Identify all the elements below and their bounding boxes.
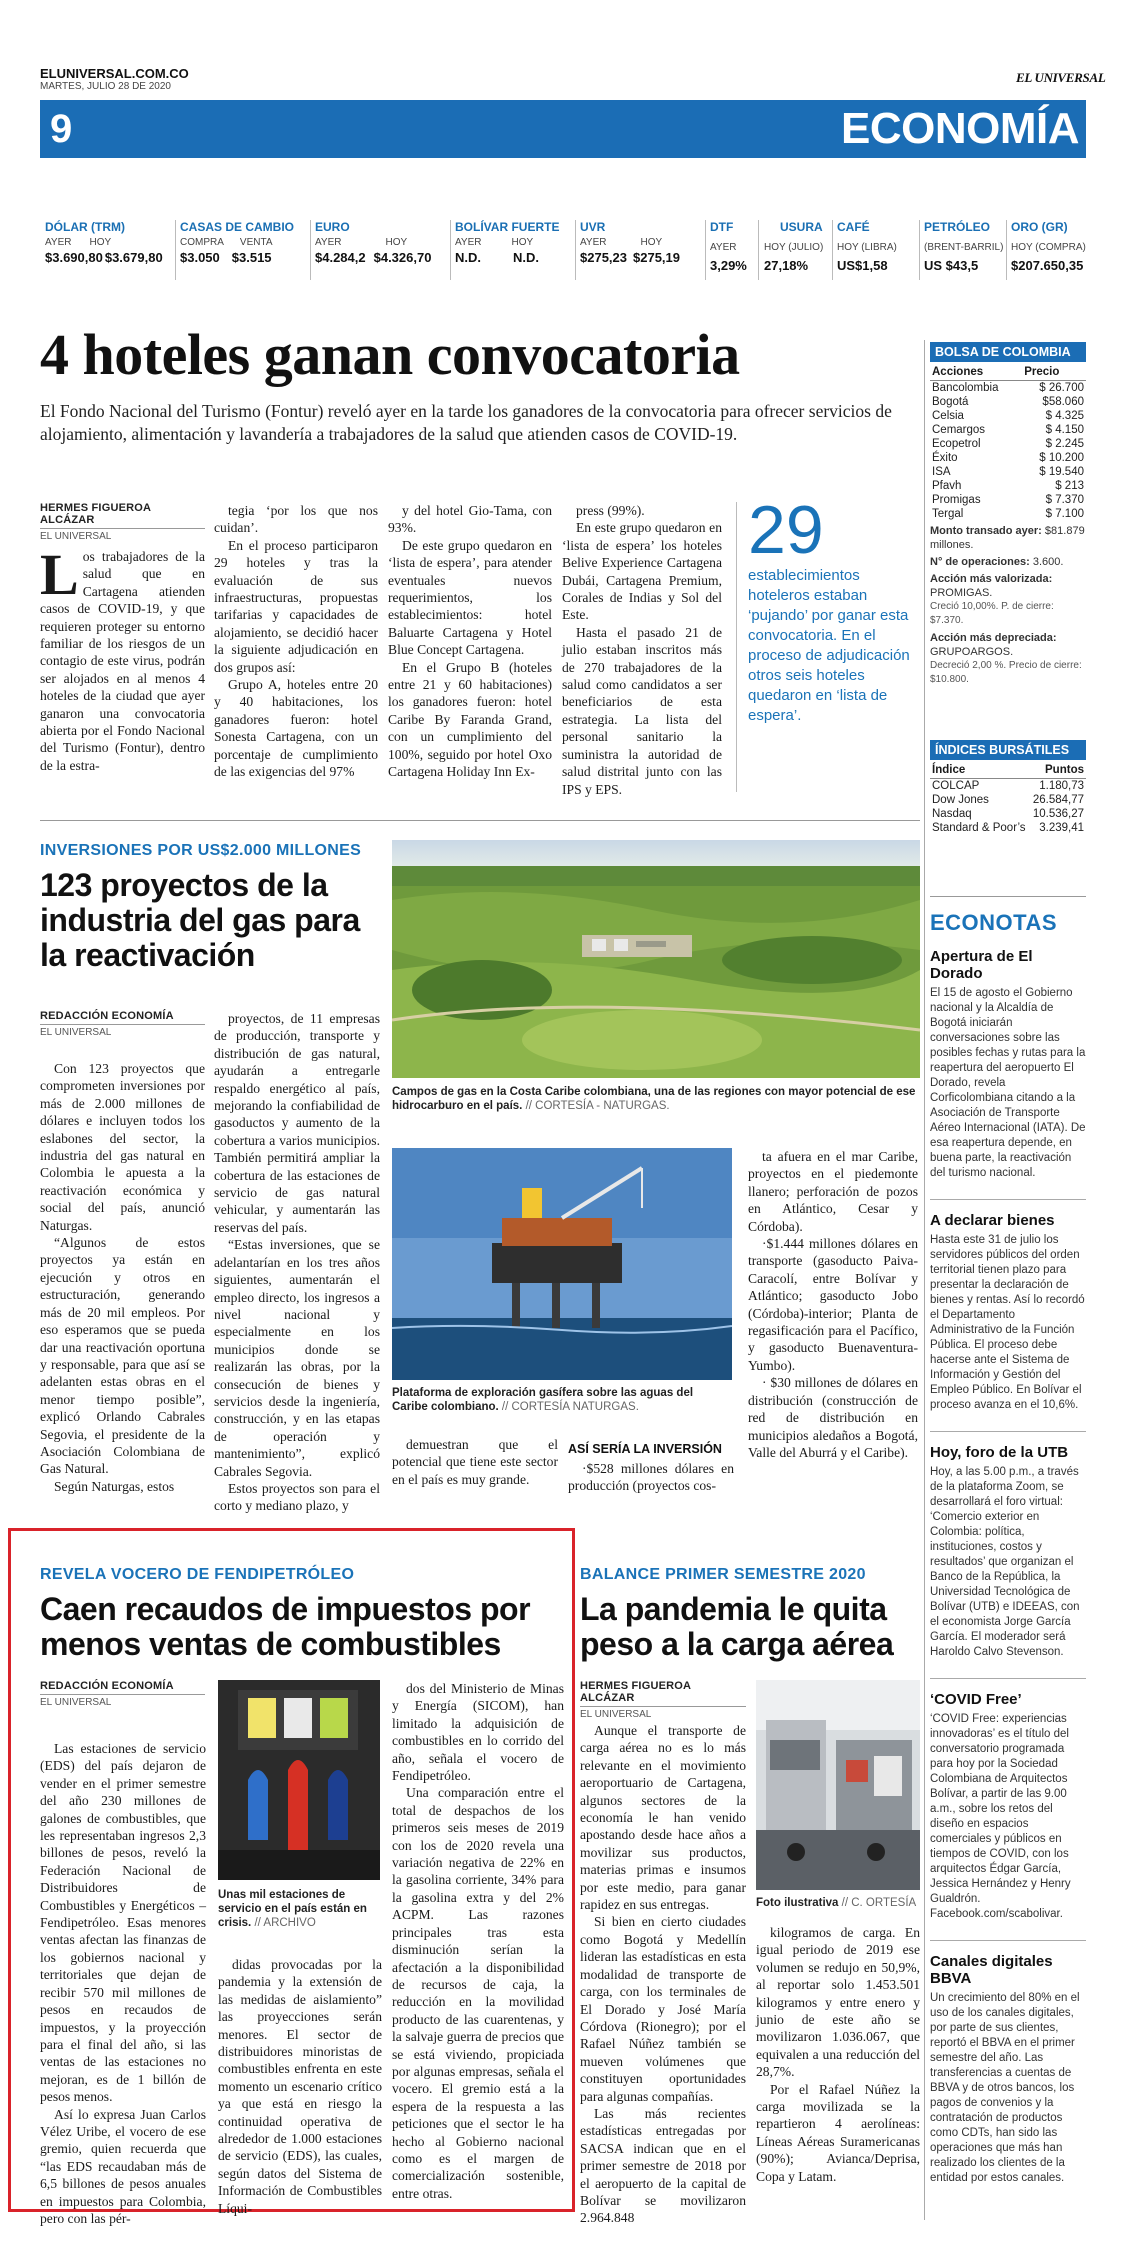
stock-name: Celsia [932, 410, 964, 422]
index-name: Standard & Poor’s [932, 822, 1026, 834]
indicator-label: AYER [315, 237, 342, 248]
paragraph: De este grupo quedaron en ‘lista de espera’, para atender eventuales nuevos requerimientos, los establecimientos: hotel Baluarte Cartagena y Hotel Blue Concept Cartagena. [388, 537, 552, 658]
table-row [930, 479, 1086, 493]
econota-text: Hoy, a las 5.00 p.m., a través de la plataforma Zoom, se desarrollará el foro virtual: ‘Comercio exterior en Colombia: política, instituciones, costos y resultados’ que organizan el Banco de la República, la Universidad Tecnológica de Bolívar (UTB) e IDEEAS, con el economista Jorge García García. El moderador será Haroldo Calvo Stevenson. [930, 1466, 1080, 1658]
paragraph: ·$528 millones dólares en producción (proyectos cos- [568, 1461, 734, 1494]
taxes-photo-caption [218, 1888, 378, 1930]
table-row [930, 507, 1086, 521]
stock-name: ISA [932, 466, 951, 478]
paragraph: Las estaciones de servicio (EDS) del país dejaron de vender en el primer semestre del año 230 millones de galones de combustibles, que les representaban ingresos 2,3 billones de pesos, reveló la Federación Nacional de Distribuidores de Combustibles y Energéticos – Fendipetróleo. Esas menores ventas afectan las finanzas de los gobiernos nacional y territoriales que dejan de recibir 570 mil millones de pesos en recaudos de impuestos, y la proyección para el final del año, si las ventas de las estaciones no mejoran, es de 1 billón de pesos menos. [40, 1741, 206, 2105]
taxes-byline [40, 1680, 205, 1708]
indicator-value: $3.050 [180, 250, 220, 265]
indicator-title: CASAS DE CAMBIO [180, 220, 295, 234]
stock-price: $ 10.200 [1039, 452, 1084, 464]
gas-col-3 [392, 1436, 558, 1488]
indicator-bolivar [455, 220, 576, 280]
num-operaciones: N° de operaciones: 3.600. [930, 556, 1064, 568]
gas-subhead: ASÍ SERÍA LA INVERSIÓN [568, 1442, 722, 1456]
econota-text: Hasta este 31 de julio los servidores públicos del orden territorial tienen plazo para presentar la declaración de bienes y rentas. Así lo recordó el Departamento Administrativo de la Función Pública. El proceso debe hacerse ante el Sistema de Información y Gestión del Empleo Público. En Bolívar el proceso avanza en el 10,6%. [930, 1234, 1085, 1411]
gas-col-4 [568, 1460, 734, 1495]
taxes-col-2 [218, 1956, 382, 2217]
econota-item [930, 1199, 1086, 1413]
indicator-label: COMPRA [180, 237, 224, 248]
indicator-casas-cambio [180, 220, 311, 280]
gas-byline [40, 1010, 205, 1038]
table-row [930, 807, 1086, 821]
indicator-label: AYER [455, 237, 482, 248]
indices-title: ÍNDICES BURSÁTILES [930, 740, 1086, 760]
paragraph: ·$1.444 millones dólares en transporte (gasoducto Paiva-Caracolí, entre Bolívar y Atlántico; gasoducto Jobo (Córdoba)-interior; Planta de regasificación para el Pacífico, y gasoducto Buenaventura-Yumbo). [748, 1236, 918, 1373]
byline-author: HERMES FIGUEROA ALCÁZAR [40, 502, 151, 526]
index-points: 3.239,41 [1039, 822, 1084, 834]
stock-name: Pfavh [932, 480, 962, 492]
lead-deck: El Fondo Nacional del Turismo (Fontur) reveló ayer en la tarde los ganadores de la convocatoria para ofrecer servicios de alojamiento, alimentación y lavandería a trabajadores de la salud que atienden casos de COVID-19. [40, 401, 892, 444]
table-row [930, 779, 1086, 794]
gas-col-5 [748, 1148, 918, 1461]
paragraph: Grupo A, hoteles entre 20 y 40 habitaciones, los ganadores fueron: hotel Sonesta Cartagena, con un porcentaje de cumplimiento de las exigencias del 97% [214, 677, 378, 780]
air-col-2 [756, 1924, 920, 2185]
caption-credit: // C. ORTESÍA [841, 1897, 917, 1909]
table-row [930, 821, 1086, 835]
paragraph: y del hotel Gio-Tama, con 93%. [388, 503, 552, 536]
indicator-title: USURA [780, 220, 823, 234]
indicator-value: N.D. [455, 250, 481, 265]
paragraph: kilogramos de carga. En igual periodo de 2019 ese volumen se redujo en 50,9%, al reportar solo 1.453.501 kilogramos y entre enero y junio de este año se movilizaron 1.036.067, que equivalen a una reducción del 28,7%. [756, 1925, 920, 2080]
indicator-label: AYER [710, 242, 737, 253]
stock-name: Bancolombia [932, 382, 999, 394]
issue-date: MARTES, JULIO 28 DE 2020 [40, 81, 171, 92]
taxes-headline: Caen recaudos de impuestos por menos ventas de combustibles [40, 1591, 531, 1662]
indicator-title: ORO (GR) [1011, 220, 1068, 234]
indicator-cafe [837, 220, 920, 280]
indicator-value: $275,23 [580, 250, 627, 265]
stock-name: Cemargos [932, 424, 986, 436]
lead-col-1 [40, 542, 205, 774]
econota-text: ‘COVID Free: experiencias innovadoras’ es el título del conversatorio programada para hoy por la Sociedad Colombiana de Arquitectos Bolívar, a partir de las 9.00 a.m., sobre los retos del diseño en espacios comerciales y públicos en tiempos de COVID, con los arquitectos Édgar García, Jessica Hernández y Henry Gualdrón. Facebook.com/scabolivar. [930, 1713, 1071, 1920]
indicator-title: EURO [315, 220, 350, 234]
pull-number: 29 [748, 492, 824, 568]
indicator-label: AYER [45, 237, 72, 248]
econota-item [930, 1678, 1086, 1922]
valorizada-detail: Creció 10,00%. P. de cierre: $7.370. [930, 601, 1054, 626]
gas-col-1 [40, 1060, 205, 1495]
column-header: Acciones [930, 364, 1022, 381]
indicator-title: DTF [710, 220, 734, 234]
bolsa-table [930, 364, 1086, 687]
taxes-col-3 [392, 1680, 564, 2202]
indicator-title: PETRÓLEO [924, 220, 991, 234]
taxes-kicker: REVELA VOCERO DE FENDIPETRÓLEO [40, 1566, 355, 1583]
cargo-photo [756, 1680, 920, 1890]
econota-title: Canales digitales BBVA [930, 1953, 1053, 1987]
indicator-title: BOLÍVAR FUERTE [455, 220, 560, 234]
table-row [930, 465, 1086, 479]
monto-transado: Monto transado ayer: $81.879 millones. [930, 525, 1085, 551]
caption-credit: // CORTESÍA NATURGAS. [501, 1401, 639, 1413]
indicator-euro [315, 220, 451, 280]
indicators-strip [40, 220, 1090, 286]
stock-name: Bogotá [932, 396, 969, 408]
section-title: ECONOMÍA [841, 104, 1079, 153]
stock-name: Tergal [932, 508, 964, 520]
stock-price: $ 26.700 [1039, 382, 1084, 394]
stock-name: Ecopetrol [932, 438, 981, 450]
indicator-label: HOY [89, 237, 112, 248]
drop-cap: L [40, 542, 79, 607]
air-photo-caption [756, 1896, 920, 1910]
lead-col-2 [214, 502, 378, 781]
newspaper-logo: EL UNIVERSAL [1016, 70, 1106, 85]
paragraph: Las más recientes estadísticas entregadas por SACSA indican que en el primer semestre de 2018 por el aeropuerto de la capital de Bolívar se movilizaron 2.964.848 [580, 2105, 746, 2226]
indicator-label: HOY (COMPRA) [1011, 242, 1086, 253]
byline-author: REDACCIÓN ECONOMÍA [40, 1010, 174, 1022]
paragraph: Una comparación entre el total de despachos de los primeros seis meses de 2019 con los de 2020 revela una variación negativa de 22% en la gasolina corriente, 34% para la gasolina extra y del 2% ACPM. Las razones principales tras esta disminución serían la afectación a la disponibilidad de recursos de caja, la reducción en la movilidad producto de las cuarentenas, y la salvaje guerra de precios que se está viviendo, propiciada por algunas empresas, señala el vocero. El gremio está a la espera de la respuesta a las peticiones que el sector le ha hecho al Gobierno nacional como es el margen de comercialización sostenible, entre otras. [392, 1785, 564, 2201]
paragraph: Si bien en cierto ciudades como Bogotá y Medellín lideran las estadísticas en esta modalidad de transporte de carga, con los terminales de El Dorado y José María Córdova (Rionegro); por el Rafael Núñez también se mueven volúmenes que constituyen oportunidades para algunas compañías. [580, 1914, 746, 2104]
byline-author: HERMES FIGUEROA ALCÁZAR [580, 1680, 691, 1704]
indicator-value: $275,19 [633, 250, 680, 265]
stock-price: $ 2.245 [1045, 438, 1084, 450]
econota-text: El 15 de agosto el Gobierno nacional y la Alcaldía de Bogotá iniciarán conversaciones sobre las posibles fechas y rutas para la reapertura del aeropuerto El Dorado, revela Corficolombiana citando a la Asociación de Transporte Aéreo Internacional (IATA). De esa reapertura depende, en buena parte, la reactivación del turismo nacional. [930, 987, 1086, 1179]
indicator-title: UVR [580, 220, 606, 234]
accion-valorizada: Acción más valorizada: PROMIGAS. [930, 573, 1053, 599]
stock-name: Éxito [932, 452, 958, 464]
paragraph: Aunque el transporte de carga aérea no es lo más relevante en el movimiento aeroportuario de Cartagena, algunos sectores de la economía le han venido apostando desde hace años a movilizar sus productos, materias primas e insumos por este medio, para ganar rapidez en sus entregas. [580, 1723, 746, 1913]
fuel-pump-photo [218, 1680, 380, 1880]
indicator-value: $3.690,80 [45, 250, 103, 265]
indicator-label: AYER [580, 237, 607, 248]
table-row [930, 423, 1086, 437]
indicator-value: $3.515 [231, 250, 272, 265]
index-name: Dow Jones [932, 794, 989, 806]
caption-text: Unas mil estaciones de servicio en el país están en crisis. [218, 1889, 367, 1929]
paragraph: didas provocadas por la pandemia y la extensión de las medidas de aislamiento” las proyecciones serán menores. El sector de distribuidores minoristas de combustibles enfrenta en este momento un escenario crítico ya que está en riesgo la continuidad operativa de alrededor de 1.000 estaciones de servicio (EDS), las cuales, según datos del Sistema de Información de Combustibles Líqui- [218, 1957, 382, 2216]
paragraph: demuestran que el potencial que tiene este sector en el país es muy grande. [392, 1437, 558, 1487]
byline-outlet: EL UNIVERSAL [580, 1706, 746, 1720]
bolsa-title: BOLSA DE COLOMBIA [930, 342, 1086, 362]
gas-photo1-caption [392, 1085, 920, 1113]
paragraph: “Algunos de estos proyectos ya están en ejecución y otros en estructuración, generando más de 20 mil empleos. Por eso esperamos que se pueda dar una reactivación oportuna y responsable, para que así se adelanten estas obras en el menor tiempo posible”, explicó Orlando Cabrales Segovia, el presidente de la Asociación Colombiana de Gas Natural. [40, 1235, 205, 1477]
econota-title: ‘COVID Free’ [930, 1691, 1022, 1708]
caption-text: Campos de gas en la Costa Caribe colombiana, una de las regiones con mayor potencial de ese hidrocarburo en el país. [392, 1086, 916, 1112]
lead-headline: 4 hoteles ganan convocatoria [40, 322, 740, 387]
paragraph: En el Grupo B (hoteles entre 21 y 60 habitaciones) los ganadores fueron: hotel Caribe By Faranda Grand, con un cumplimiento del 100%, seguido por hotel Oxo Cartagena Holiday Inn Ex- [388, 659, 552, 780]
gas-col-2 [214, 1010, 380, 1515]
stock-price: $ 213 [1055, 480, 1084, 492]
caption-text: Foto ilustrativa [756, 1897, 839, 1909]
econota-item [930, 1431, 1086, 1660]
econota-title: A declarar bienes [930, 1212, 1055, 1229]
paragraph: · $30 millones de dólares en distribución (construcción de red de distribución en municipios aledaños a Bogotá, Valle del Aburrá y el Caribe). [748, 1375, 918, 1460]
fuel-pump-image [218, 1680, 380, 1880]
stock-price: $ 7.370 [1045, 494, 1084, 506]
indicator-value: $4.326,70 [373, 250, 432, 265]
paragraph: Según Naturgas, estos [54, 1478, 175, 1494]
paragraph: tegia ‘por los que nos cuidan’. [214, 503, 378, 536]
pull-text: establecimientos hoteleros estaban ‘pujando’ por ganar esta convocatoria. En el proceso de adjudicación otros seis hoteles quedaron en ‘lista de espera’. [748, 567, 910, 724]
lead-byline [40, 502, 205, 542]
gas-platform-photo [392, 1148, 732, 1380]
paragraph: “Estas inversiones, que se adelantarían en los tres años siguientes, aumentarán el empleo directo, los ingresos a nivel nacional y especialmente en los municipios donde se realizarán las obras, por la consecución de bienes y servicios desde la ingeniería, construcción, y en las etapas de operación y mantenimiento”, explicó Cabrales Segovia. [214, 1237, 380, 1479]
index-points: 1.180,73 [1039, 780, 1084, 792]
econotas-title: ECONOTAS [930, 910, 1058, 935]
table-row [930, 409, 1086, 423]
indicator-value: US$1,58 [837, 258, 888, 273]
indicator-label: (BRENT-BARRIL) [924, 242, 1004, 253]
page-number: 9 [50, 107, 73, 151]
indices-table [930, 762, 1086, 835]
paragraph: press (99%). [576, 503, 645, 518]
indicator-dtf [710, 220, 759, 280]
air-byline [580, 1680, 746, 1720]
cargo-image [756, 1680, 920, 1890]
indicator-title: CAFÉ [837, 220, 870, 234]
stock-price: $ 19.540 [1039, 466, 1084, 478]
air-kicker: BALANCE PRIMER SEMESTRE 2020 [580, 1566, 866, 1583]
accion-depreciada: Acción más depreciada: GRUPOARGOS. [930, 632, 1057, 658]
paragraph: proyectos, de 11 empresas de producción, transporte y distribución de gas natural, ayudarán a entregarle respaldo energético al país, mejorando la confiabilidad de gasoductos y aumento de la cobertura a varios municipios. También permitirá ampliar la cobertura de las estaciones de servicio de gas natural vehicular, y aumentarán las reservas del país. [214, 1011, 380, 1235]
table-row [930, 395, 1086, 409]
indicator-value: $207.650,35 [1011, 258, 1084, 273]
indicator-usura [764, 220, 833, 280]
indicator-dolar [45, 220, 176, 280]
stock-price: $ 7.100 [1045, 508, 1084, 520]
econota-title: Hoy, foro de la UTB [930, 1444, 1069, 1461]
index-name: Nasdaq [932, 808, 972, 820]
index-points: 26.584,77 [1032, 794, 1084, 806]
depreciada-detail: Decreció 2,00 %. Precio de cierre: $10.800. [930, 660, 1082, 685]
indicator-label: HOY (JULIO) [764, 242, 824, 253]
indicator-value: 27,18% [764, 258, 809, 273]
paragraph: Así lo expresa Juan Carlos Vélez Uribe, el vocero de ese gremio, quien recuerda que “las EDS recaudaban más de 6,5 billones de pesos anuales en impuestos para Colombia, pero con las pér- [40, 2106, 206, 2226]
landscape-image [392, 840, 920, 1078]
gas-photo2-caption [392, 1386, 732, 1414]
indicator-value: US $43,5 [924, 258, 979, 273]
indicator-value: $3.679,80 [104, 250, 163, 265]
paragraph: Con 123 proyectos que comprometen inversiones por más de 2.000 millones de dólares e incluyen todos los eslabones del sector, la industria del gas natural en Colombia le apuesta a la reactivación económica y social del país, anunció Naturgas. [40, 1061, 205, 1233]
paragraph: os trabajadores de la salud que en Cartagena atienden casos de COVID-19, y que requieren proteger su entorno familiar de los riesgos de un contagio de este virus, podrán ser alojados en al menos 4 hoteles de la ciudad que ayer ganaron una convocatoria abierta por el Fondo Nacional del Turismo (Fontur), dentro de la estra- [40, 549, 205, 773]
byline-author: REDACCIÓN ECONOMÍA [40, 1680, 174, 1692]
paragraph: dos del Ministerio de Minas y Energía (SICOM), han limitado la adquisición de combustibles en lo corrido del año, señala el vocero de Fendipetróleo. [392, 1681, 564, 1784]
econota-item [930, 948, 1086, 1181]
column-header: Puntos [1030, 762, 1086, 779]
caption-text: Plataforma de exploración gasífera sobre las aguas del Caribe colombiano. [392, 1387, 694, 1413]
indicator-value: N.D. [513, 250, 539, 265]
paragraph: En este grupo quedaron en ‘lista de espera’ los hoteles Belive Experience Cartagena Dubái, Cartagena Premium, Corales de Indias y Sol del Este. [562, 520, 722, 623]
table-row [930, 437, 1086, 451]
econota-item [930, 1940, 1086, 2186]
indicator-value: $4.284,2 [315, 250, 366, 265]
indicator-label: HOY (LIBRA) [837, 242, 897, 253]
taxes-col-1 [40, 1740, 206, 2227]
gas-kicker: INVERSIONES POR US$2.000 MILLONES [40, 842, 362, 859]
table-row [930, 793, 1086, 807]
econotas-list [930, 948, 1086, 2204]
econota-title: Apertura de El Dorado [930, 948, 1033, 982]
paragraph: ta afuera en el mar Caribe, proyectos en el piedemonte llanero; perforación de pozos en Atlántico, Cesar y Córdoba). [748, 1149, 918, 1234]
stock-name: Promigas [932, 494, 981, 506]
indicator-label: VENTA [239, 237, 273, 248]
column-header: Índice [930, 762, 1030, 779]
index-points: 10.536,27 [1032, 808, 1084, 820]
paragraph: Por el Rafael Núñez la carga movilizada se la repartieron 4 aerolíneas: Líneas Aéreas Suramericanas (90%); Avianca/Deprisa, Copa y Latam. [756, 2081, 920, 2184]
paragraph: En el proceso participaron 29 hoteles y tras la evaluación de sus infraestructuras, propuestas tarifarias y capacidades de alojamiento, se decidió hacer la siguiente adjudicación en dos grupos así: [214, 537, 378, 675]
gas-headline: 123 proyectos de la industria del gas para la reactivación [40, 867, 360, 973]
air-col-1 [580, 1722, 746, 2227]
econota-text: Un crecimiento del 80% en el uso de los canales digitales, por parte de sus clientes, reportó el BBVA en el primer semestre del año. Las transferencias a cuentas de BBVA y de otros bancos, los pagos de convenios y la contratación de productos como CDTs, han sido las operaciones que más han realizado los clientes de la entidad por estos canales. [930, 1992, 1080, 2184]
lead-col-4 [562, 502, 722, 798]
lead-col-3 [388, 502, 552, 781]
indicator-label: HOY [385, 237, 408, 248]
site-url[interactable]: ELUNIVERSAL.COM.CO [40, 66, 189, 81]
indicator-label: HOY [511, 237, 534, 248]
table-row [930, 381, 1086, 396]
platform-image [392, 1148, 732, 1380]
caption-credit: // CORTESÍA - NATURGAS. [525, 1100, 670, 1112]
column-header: Precio [1022, 364, 1086, 381]
indicator-oro [1011, 220, 1091, 280]
gas-fields-photo [392, 840, 920, 1078]
indicator-value: 3,29% [710, 258, 747, 273]
byline-outlet: EL UNIVERSAL [40, 1024, 205, 1038]
air-headline: La pandemia le quita peso a la carga aérea [580, 1591, 894, 1662]
indicator-title: DÓLAR (TRM) [45, 220, 125, 234]
stock-price: $58.060 [1042, 396, 1084, 408]
paragraph: Hasta el pasado 21 de julio estaban inscritos más de 270 trabajadores de la salud como candidatos a ser beneficiarios de esta estrategia. La lista del personal sanitario la suministra la autoridad de salud distrital junto con las IPS y EPS. [562, 624, 722, 797]
table-row [930, 493, 1086, 507]
byline-outlet: EL UNIVERSAL [40, 1694, 205, 1708]
caption-credit: // ARCHIVO [254, 1917, 316, 1929]
paragraph: Estos proyectos son para el corto y mediano plazo, y [214, 1480, 380, 1514]
index-name: COLCAP [932, 780, 980, 792]
table-row [930, 451, 1086, 465]
indicator-label: HOY [640, 237, 663, 248]
stock-price: $ 4.325 [1045, 410, 1084, 422]
stock-price: $ 4.150 [1045, 424, 1084, 436]
indicator-petroleo [924, 220, 1007, 280]
indicator-uvr [580, 220, 706, 280]
byline-outlet: EL UNIVERSAL [40, 528, 205, 542]
